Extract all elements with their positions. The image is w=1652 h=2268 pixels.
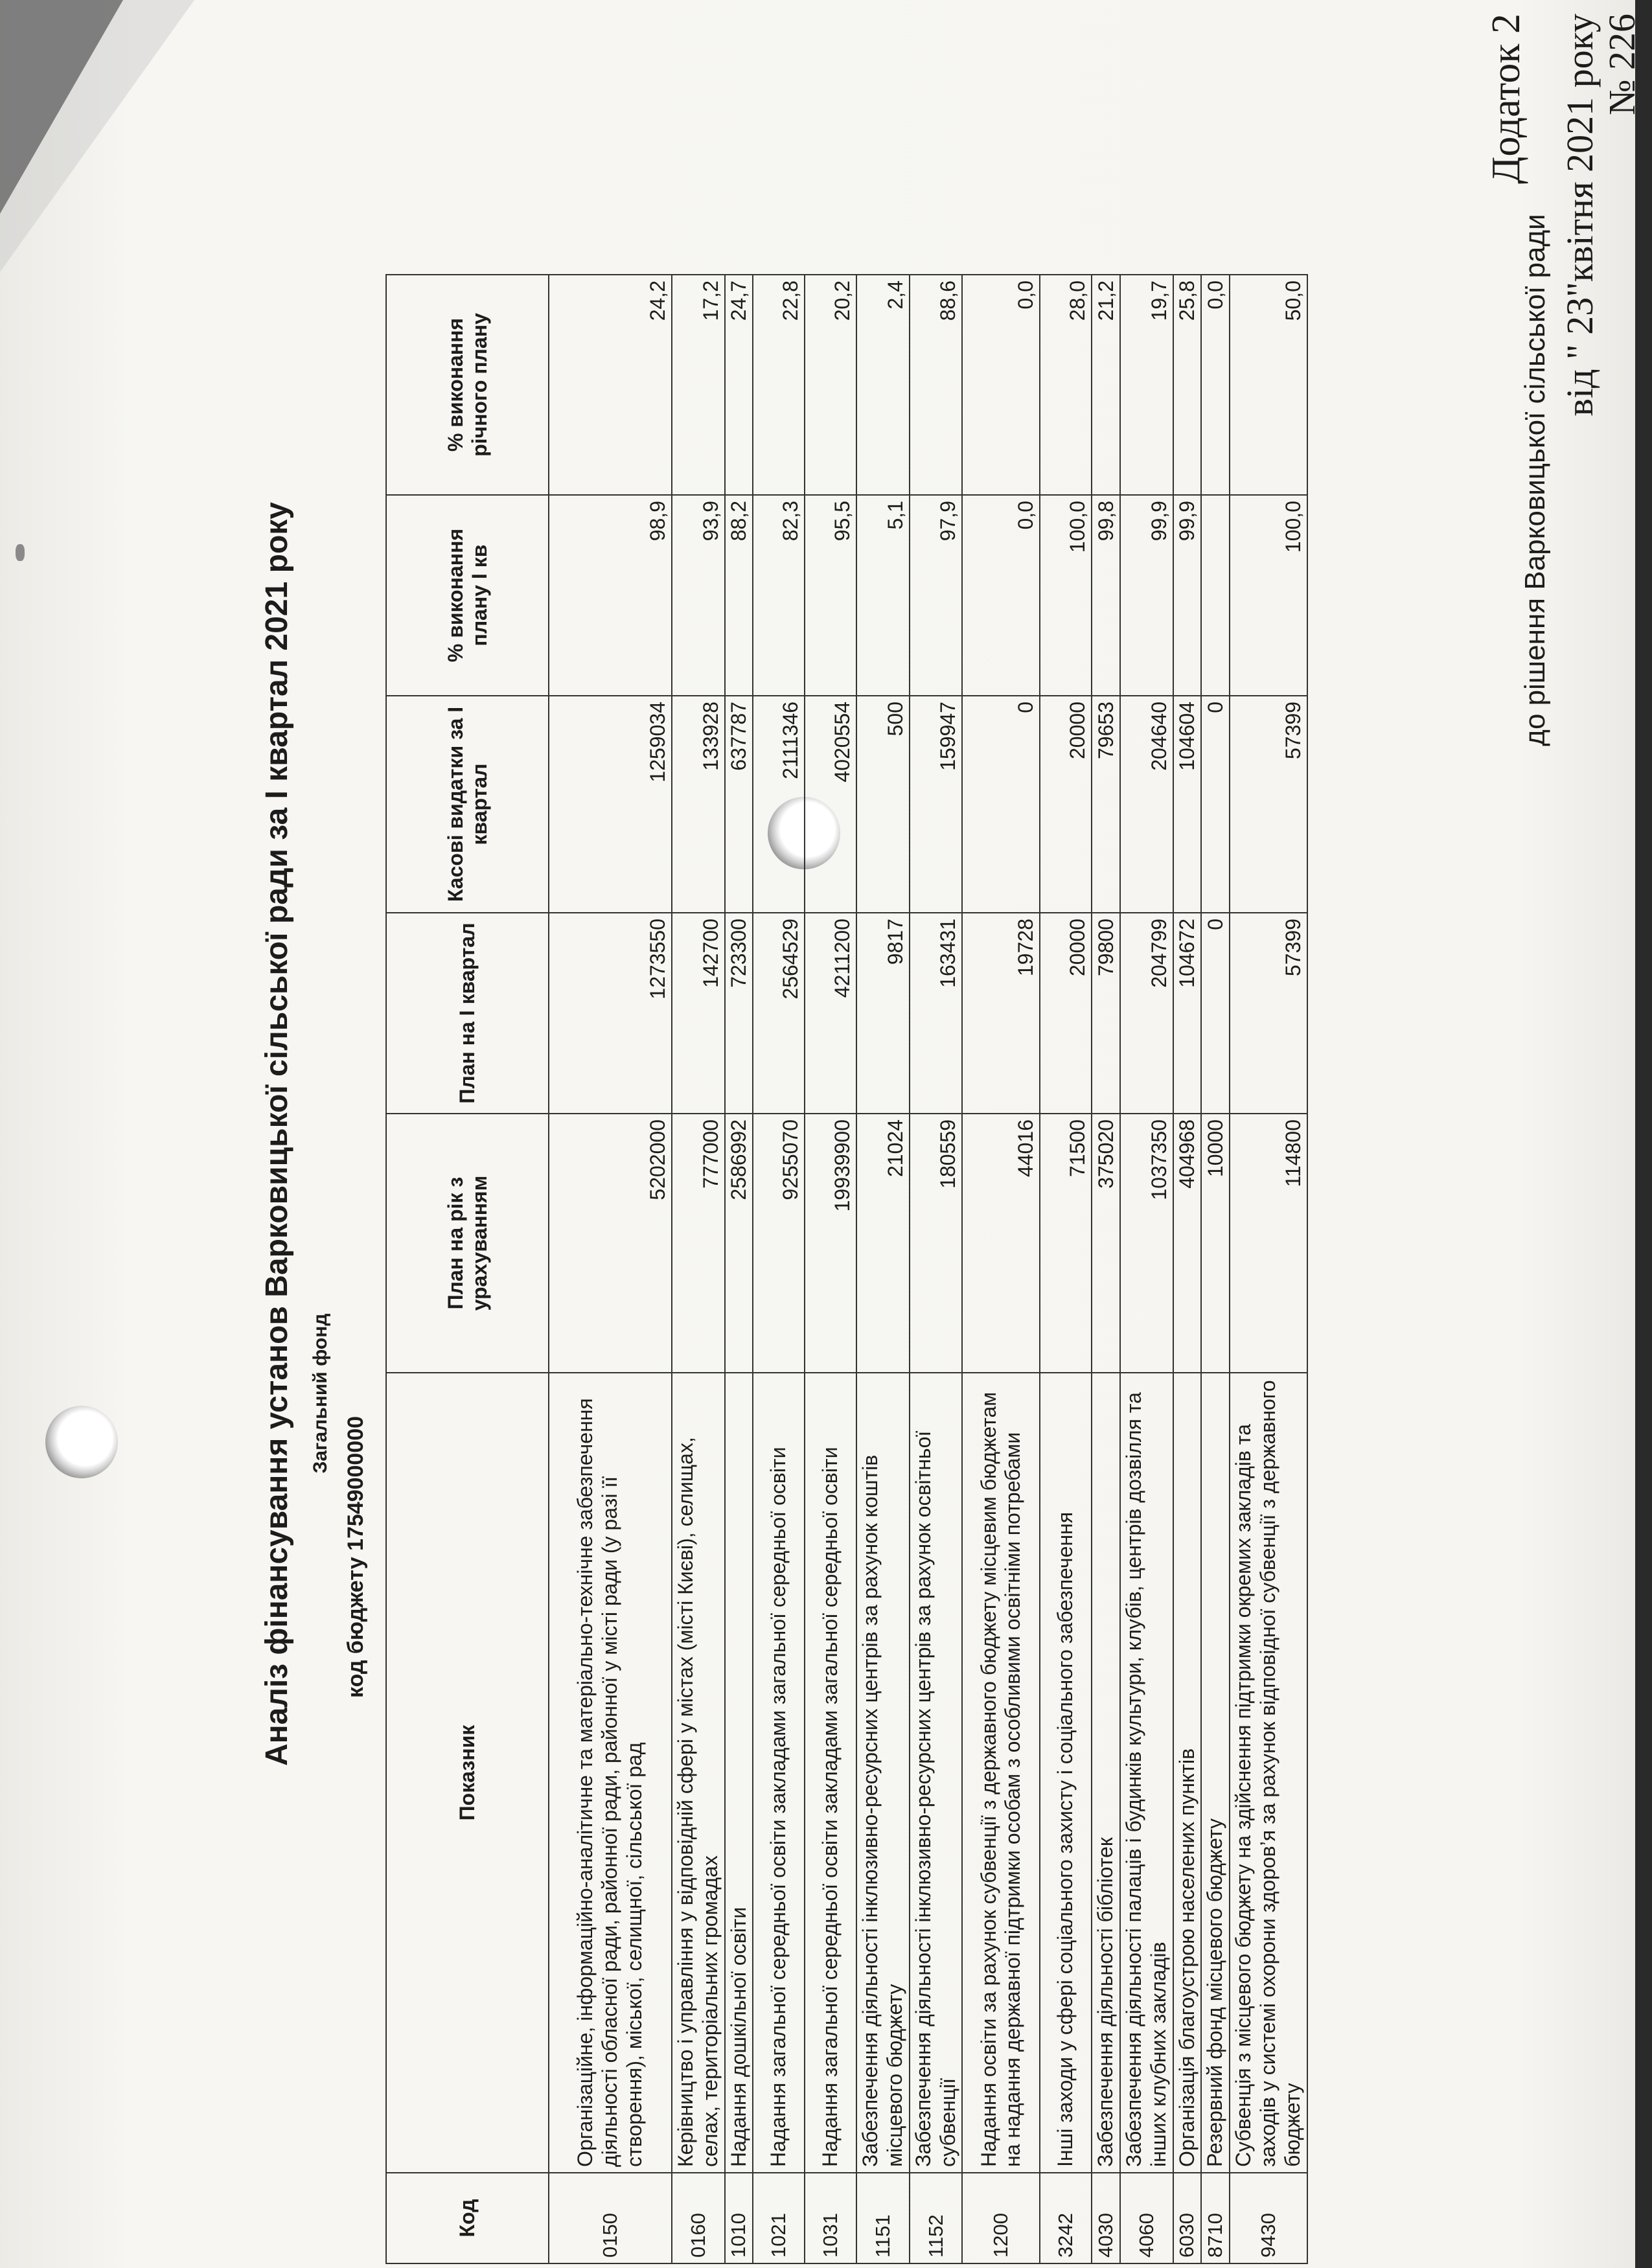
- cell-plan-year: 10000: [1201, 1114, 1230, 1373]
- table-row: [549, 275, 672, 2263]
- cell-code: 1151: [856, 2173, 910, 2263]
- cell-code: 4030: [1092, 2173, 1120, 2263]
- cell-pct-q1: 99,9: [1173, 495, 1202, 696]
- cell-pct-q1: 100,0: [1230, 495, 1307, 696]
- cell-pct-q1: 88,2: [725, 495, 753, 696]
- cell-code: 6030: [1173, 2173, 1202, 2263]
- cell-plan-q1: 79800: [1092, 913, 1120, 1114]
- cell-cash-q1: 204640: [1120, 696, 1173, 913]
- cell-pct-q1: 99,8: [1092, 495, 1120, 696]
- cell-cash-q1: 133928: [672, 696, 725, 913]
- cell-indicator: Інші заходи у сфері соціального захисту і соціального забезпечення: [1040, 1373, 1092, 2173]
- cell-cash-q1: 0: [1201, 696, 1230, 913]
- cell-pct-year: 19,7: [1120, 275, 1173, 495]
- table-row: [753, 275, 805, 2263]
- cell-plan-year: 21024: [856, 1114, 910, 1373]
- cell-cash-q1: 637787: [725, 696, 753, 913]
- header-code: Код: [386, 2173, 549, 2263]
- cell-indicator: Субвенція з місцевого бюджету на здійснення підтримки окремих закладів та заходів у системі охорони здоров’я за рахунок відповідної субвенції з державного бюджету: [1230, 1373, 1307, 2173]
- cell-plan-q1: 0: [1201, 913, 1230, 1114]
- cell-pct-q1: 5,1: [856, 495, 910, 696]
- cell-indicator: Організаційне, інформаційно-аналітичне та матеріально-технічне забезпечення діяльності обласної ради, районної ради, районної у місті ради (у разі її створення), міської, селищної, сільської рад: [549, 1373, 672, 2173]
- cell-plan-q1: 104672: [1173, 913, 1202, 1114]
- table-row: [962, 275, 1040, 2263]
- budget-code: код бюджету 17549000000: [343, 1415, 368, 1698]
- table-row: [725, 275, 753, 2263]
- fund-label: Загальний фонд: [310, 1313, 331, 1474]
- cell-pct-year: 28,0: [1040, 275, 1092, 495]
- cell-cash-q1: 4020554: [805, 696, 856, 913]
- cell-pct-year: 0,0: [962, 275, 1040, 495]
- header-pct-year: % виконання річного плану: [386, 275, 549, 495]
- cell-code: 4060: [1120, 2173, 1173, 2263]
- table-row: [856, 275, 910, 2263]
- cell-pct-q1: 95,5: [805, 495, 856, 696]
- cell-plan-year: 1037350: [1120, 1114, 1173, 1373]
- cell-code: 9430: [1230, 2173, 1307, 2263]
- cell-indicator: Забезпечення діяльності бібліотек: [1092, 1373, 1120, 2173]
- cell-plan-year: 2586992: [725, 1114, 753, 1373]
- cell-pct-q1: 97,9: [910, 495, 963, 696]
- cell-indicator: Надання загальної середньої освіти закладами загальної середньої освіти: [805, 1373, 856, 2173]
- table-header-row: [386, 275, 549, 2263]
- cell-pct-q1: 100,0: [1040, 495, 1092, 696]
- decision-date: від " 23"квітня 2021 року: [1559, 14, 1601, 417]
- decision-number: № 226: [1601, 14, 1643, 115]
- cell-plan-q1: 57399: [1230, 913, 1307, 1114]
- document-title: Аналіз фінансування установ Варковицької сільської ради за І квартал 2021 року: [260, 501, 294, 1767]
- cell-code: 1031: [805, 2173, 856, 2263]
- table-row: [1230, 275, 1307, 2263]
- cell-indicator: Надання загальної середньої освіти закладами загальної середньої освіти: [753, 1373, 805, 2173]
- cell-plan-year: 180559: [910, 1114, 963, 1373]
- cell-indicator: Забезпечення діяльності палаців і будинків культури, клубів, центрів дозвілля та інших клубних закладів: [1120, 1373, 1173, 2173]
- cell-plan-year: 5202000: [549, 1114, 672, 1373]
- table-row: [1120, 275, 1173, 2263]
- header-plan-year: План на рік з урахуванням: [386, 1114, 549, 1373]
- cell-pct-year: 21,2: [1092, 275, 1120, 495]
- cell-code: 1021: [753, 2173, 805, 2263]
- cell-code: 1200: [962, 2173, 1040, 2263]
- cell-plan-year: 71500: [1040, 1114, 1092, 1373]
- cell-cash-q1: 2111346: [753, 696, 805, 913]
- cell-pct-year: 24,7: [725, 275, 753, 495]
- cell-cash-q1: 500: [856, 696, 910, 913]
- cell-indicator: Надання дошкільної освіти: [725, 1373, 753, 2173]
- cell-cash-q1: 57399: [1230, 696, 1307, 913]
- cell-pct-q1: 0,0: [962, 495, 1040, 696]
- cell-plan-q1: 19728: [962, 913, 1040, 1114]
- cell-plan-year: 9255070: [753, 1114, 805, 1373]
- table-row: [805, 275, 856, 2263]
- cell-indicator: Забезпечення діяльності інклюзивно-ресурсних центрів за рахунок освітньої субвенції: [910, 1373, 963, 2173]
- cell-indicator: Організація благоустрою населених пунктів: [1173, 1373, 1202, 2173]
- cell-plan-q1: 142700: [672, 913, 725, 1114]
- cell-pct-q1: 93,9: [672, 495, 725, 696]
- cell-cash-q1: 104604: [1173, 696, 1202, 913]
- cell-plan-year: 777000: [672, 1114, 725, 1373]
- cell-pct-q1: 82,3: [753, 495, 805, 696]
- cell-indicator: Надання освіти за рахунок субвенції з державного бюджету місцевим бюджетам на надання державної підтримки особам з особливими освітніми потребами: [962, 1373, 1040, 2173]
- table-row: [910, 275, 963, 2263]
- decision-caption: до рішення Варковицької сільської ради: [1519, 214, 1551, 746]
- cell-plan-q1: 204799: [1120, 913, 1173, 1114]
- table-row: [1092, 275, 1120, 2263]
- cell-plan-q1: 4211200: [805, 913, 856, 1114]
- cell-pct-year: 0,0: [1201, 275, 1230, 495]
- table-row: [1173, 275, 1202, 2263]
- cell-code: 1010: [725, 2173, 753, 2263]
- cell-plan-year: 114800: [1230, 1114, 1307, 1373]
- cell-cash-q1: 79653: [1092, 696, 1120, 913]
- cell-pct-q1: 99,9: [1120, 495, 1173, 696]
- cell-pct-year: 50,0: [1230, 275, 1307, 495]
- cell-code: 8710: [1201, 2173, 1230, 2263]
- cell-indicator: Резервний фонд місцевого бюджету: [1201, 1373, 1230, 2173]
- cell-pct-year: 2,4: [856, 275, 910, 495]
- cell-plan-q1: 163431: [910, 913, 963, 1114]
- cell-pct-year: 17,2: [672, 275, 725, 495]
- table-body: [549, 275, 1307, 2263]
- cell-plan-year: 44016: [962, 1114, 1040, 1373]
- cell-cash-q1: 20000: [1040, 696, 1092, 913]
- cell-plan-year: 375020: [1092, 1114, 1120, 1373]
- cell-indicator: Забезпечення діяльності інклюзивно-ресурсних центрів за рахунок коштів місцевого бюджету: [856, 1373, 910, 2173]
- cell-plan-q1: 1273550: [549, 913, 672, 1114]
- cell-cash-q1: 0: [962, 696, 1040, 913]
- cell-code: 1152: [910, 2173, 963, 2263]
- cell-pct-year: 20,2: [805, 275, 856, 495]
- table-row: [1040, 275, 1092, 2263]
- cell-pct-year: 24,2: [549, 275, 672, 495]
- cell-pct-year: 25,8: [1173, 275, 1202, 495]
- cell-cash-q1: 159947: [910, 696, 963, 913]
- table-row: [1201, 275, 1230, 2263]
- cell-code: 3242: [1040, 2173, 1092, 2263]
- cell-plan-q1: 9817: [856, 913, 910, 1114]
- cell-pct-q1: [1201, 495, 1230, 696]
- appendix-label: Додаток 2: [1484, 14, 1528, 184]
- cell-cash-q1: 1259034: [549, 696, 672, 913]
- cell-plan-q1: 20000: [1040, 913, 1092, 1114]
- header-pct-q1: % виконання плану І кв: [386, 495, 549, 696]
- finance-table: [385, 274, 1308, 2264]
- cell-plan-q1: 2564529: [753, 913, 805, 1114]
- cell-indicator: Керівництво і управління у відповідній сфері у містах (місті Києві), селищах, селах, територіальних громадах: [672, 1373, 725, 2173]
- header-cash-q1: Касові видатки за І квартал: [386, 696, 549, 913]
- cell-code: 0160: [672, 2173, 725, 2263]
- cell-code: 0150: [549, 2173, 672, 2263]
- cell-plan-year: 404968: [1173, 1114, 1202, 1373]
- cell-pct-year: 22,8: [753, 275, 805, 495]
- cell-plan-q1: 723300: [725, 913, 753, 1114]
- cell-pct-year: 88,6: [910, 275, 963, 495]
- cell-pct-q1: 98,9: [549, 495, 672, 696]
- table-row: [672, 275, 725, 2263]
- cell-plan-year: 19939900: [805, 1114, 856, 1373]
- header-plan-q1: План на І квартал: [386, 913, 549, 1114]
- header-indicator: Показник: [386, 1373, 549, 2173]
